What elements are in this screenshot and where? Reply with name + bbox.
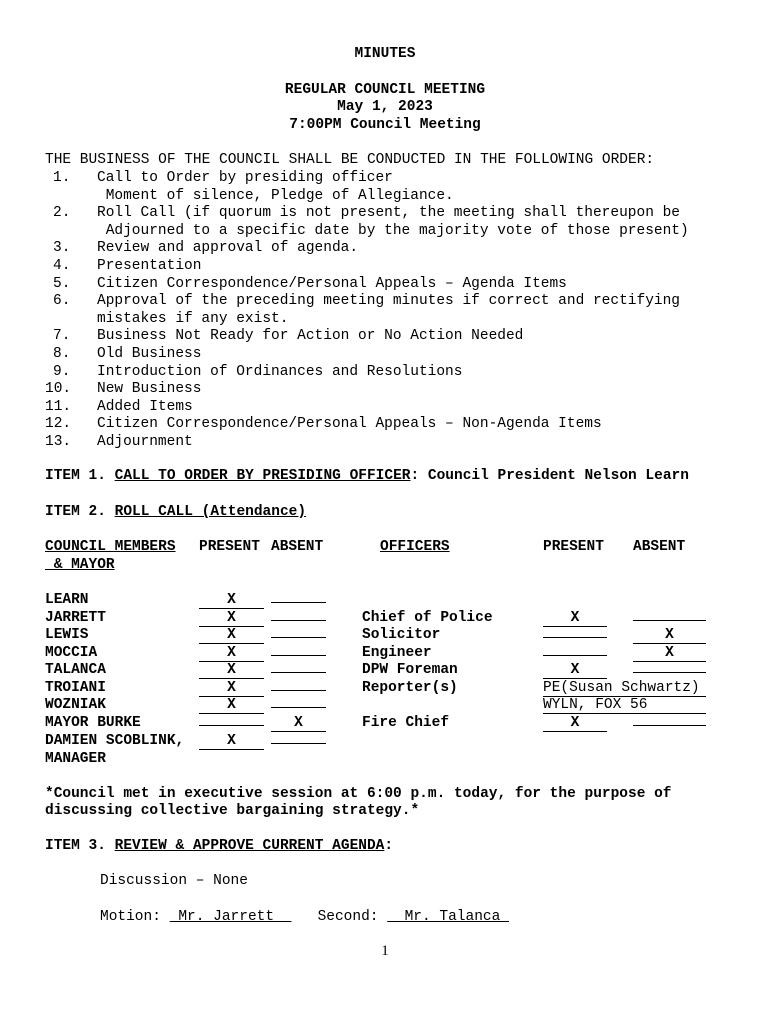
officer-present-mark bbox=[543, 637, 607, 638]
order-item-text: Presentation bbox=[97, 258, 202, 274]
reporter-value-1: PE(Susan Schwartz) bbox=[543, 680, 706, 697]
order-item-text: New Business bbox=[97, 381, 202, 398]
page-number: 1 bbox=[381, 943, 389, 959]
member-present-cell bbox=[199, 610, 264, 628]
member-present-cell bbox=[199, 645, 264, 663]
officer-name: Fire Chief bbox=[362, 715, 450, 731]
officer-present-cell bbox=[543, 627, 607, 645]
officer-name: Chief of Police bbox=[362, 610, 493, 626]
order-item-text: Adjourned to a specific date by the majority vote of those present) bbox=[97, 222, 689, 239]
member-present-mark: X bbox=[199, 627, 264, 644]
member-name: WOZNIAK bbox=[45, 697, 106, 713]
doc-title: MINUTES bbox=[354, 46, 416, 62]
motion-label: Motion: bbox=[100, 909, 170, 925]
member-name: MAYOR BURKE bbox=[45, 715, 141, 731]
officer-present-mark: X bbox=[543, 662, 607, 679]
item-3-prefix: ITEM 3. bbox=[45, 838, 115, 854]
member-present-cell bbox=[199, 627, 264, 645]
item-2 bbox=[45, 504, 306, 522]
member-absent-cell bbox=[271, 680, 326, 698]
member-present-mark: X bbox=[199, 733, 264, 750]
officer-absent-cell bbox=[633, 627, 706, 645]
officer-absent-cell bbox=[633, 610, 706, 628]
officer-absent-mark bbox=[633, 672, 706, 673]
member-name: TALANCA bbox=[45, 662, 106, 678]
member-name: LEARN bbox=[45, 592, 89, 608]
member-present-cell bbox=[199, 592, 264, 610]
officer-present-mark: X bbox=[543, 715, 607, 732]
member-absent-cell bbox=[271, 662, 326, 680]
order-item-number: 9. bbox=[53, 363, 71, 380]
officer-absent-mark bbox=[633, 620, 706, 621]
item-1-heading: CALL TO ORDER BY PRESIDING OFFICER bbox=[114, 468, 411, 484]
member-name: DAMIEN SCOBLINK, bbox=[45, 733, 185, 749]
member-present-cell bbox=[199, 680, 264, 698]
order-item-number: 7. bbox=[53, 328, 71, 345]
order-item-text: Citizen Correspondence/Personal Appeals – Non-Agenda Items bbox=[97, 416, 602, 433]
member-present-cell bbox=[199, 715, 264, 733]
member-present-mark: X bbox=[199, 645, 264, 662]
order-item-text: Introduction of Ordinances and Resolutions bbox=[97, 363, 463, 380]
member-present-mark: X bbox=[199, 610, 264, 627]
member-present-mark: X bbox=[199, 662, 264, 679]
order-item-text: Added Items bbox=[97, 398, 193, 415]
order-item-number: 8. bbox=[53, 346, 71, 362]
second-value: Mr. Talanca bbox=[387, 909, 510, 925]
officer-name: Engineer bbox=[362, 645, 432, 661]
item-3-discussion: Discussion – None bbox=[100, 873, 248, 889]
member-present-mark bbox=[199, 725, 264, 726]
order-item-text: Citizen Correspondence/Personal Appeals – Agenda Items bbox=[97, 275, 567, 292]
officers-header: OFFICERS bbox=[380, 539, 450, 555]
officers-absent-header: ABSENT bbox=[633, 539, 686, 555]
member-present-mark: X bbox=[199, 592, 264, 609]
order-item-number: 2. bbox=[53, 205, 71, 222]
order-item-number: 13. bbox=[45, 434, 72, 450]
meeting-time: 7:00PM Council Meeting bbox=[289, 117, 481, 133]
member-name: MOCCIA bbox=[45, 645, 98, 661]
second-label: Second: bbox=[317, 909, 388, 925]
item-1 bbox=[45, 468, 689, 486]
member-absent-mark bbox=[271, 602, 326, 603]
order-item-text: Roll Call (if quorum is not present, the meeting shall thereupon be bbox=[97, 205, 680, 222]
member-absent-cell bbox=[271, 715, 326, 733]
reporter-line-1 bbox=[543, 680, 706, 698]
order-intro: THE BUSINESS OF THE COUNCIL SHALL BE CONDUCTED IN THE FOLLOWING ORDER: bbox=[45, 152, 655, 168]
order-item-text: Old Business bbox=[97, 346, 202, 362]
motion-value: Mr. Jarrett bbox=[169, 909, 292, 925]
member-present-mark: X bbox=[199, 697, 264, 714]
member-present-cell bbox=[199, 733, 264, 751]
member-name-2: MANAGER bbox=[45, 750, 106, 767]
member-absent-cell bbox=[271, 610, 326, 628]
order-item-text: Adjournment bbox=[97, 434, 193, 450]
officers-present-header: PRESENT bbox=[543, 539, 604, 555]
officer-absent-cell bbox=[633, 645, 706, 663]
officer-present-mark: X bbox=[543, 610, 607, 627]
officer-present-cell bbox=[543, 610, 607, 628]
officer-absent-cell bbox=[633, 662, 706, 680]
order-item-number: 4. bbox=[53, 258, 71, 274]
member-present-mark: X bbox=[199, 680, 264, 697]
member-absent-cell bbox=[271, 627, 326, 645]
order-item-number: 3. bbox=[53, 240, 71, 257]
order-item-number: 10. bbox=[45, 381, 72, 398]
member-absent-mark bbox=[271, 743, 326, 744]
officer-absent-mark bbox=[633, 725, 706, 726]
member-present-cell bbox=[199, 662, 264, 680]
reporter-value-2: WYLN, FOX 56 bbox=[543, 697, 706, 714]
present-header: PRESENT bbox=[199, 539, 260, 555]
member-name: LEWIS bbox=[45, 627, 89, 643]
officer-present-cell bbox=[543, 645, 607, 663]
item-3 bbox=[45, 838, 393, 856]
officer-present-cell bbox=[543, 662, 607, 680]
order-item-number: 5. bbox=[53, 275, 71, 292]
member-absent-cell bbox=[271, 733, 326, 751]
order-item-text: Call to Order by presiding officer bbox=[97, 170, 393, 186]
reporter-line-2 bbox=[543, 697, 706, 715]
member-present-cell bbox=[199, 697, 264, 715]
member-absent-cell bbox=[271, 697, 326, 715]
member-absent-mark: X bbox=[271, 715, 326, 732]
item-1-prefix: ITEM 1. bbox=[45, 468, 115, 484]
member-absent-cell bbox=[271, 592, 326, 610]
item-3-suffix: : bbox=[384, 838, 394, 854]
members-header-2: & MAYOR bbox=[45, 557, 115, 573]
officer-name: Reporter(s) bbox=[362, 680, 458, 696]
order-item-number: 1. bbox=[53, 170, 71, 186]
officer-absent-cell bbox=[633, 715, 706, 733]
member-absent-cell bbox=[271, 645, 326, 663]
item-3-motion-line bbox=[100, 909, 509, 927]
member-absent-mark bbox=[271, 690, 326, 691]
executive-note-line-2: discussing collective bargaining strategy.* bbox=[45, 803, 420, 819]
order-item-number: 12. bbox=[45, 416, 72, 433]
officer-absent-mark: X bbox=[633, 627, 706, 644]
member-name: JARRETT bbox=[45, 610, 106, 626]
member-absent-mark bbox=[271, 655, 326, 656]
item-2-heading: ROLL CALL (Attendance) bbox=[114, 504, 307, 520]
officer-present-cell bbox=[543, 715, 607, 733]
item-3-heading: REVIEW & APPROVE CURRENT AGENDA bbox=[114, 838, 385, 854]
officer-present-mark bbox=[543, 655, 607, 656]
member-absent-mark bbox=[271, 672, 326, 673]
officer-name: DPW Foreman bbox=[362, 662, 458, 678]
officer-name: Solicitor bbox=[362, 627, 441, 643]
order-item-text: Business Not Ready for Action or No Action Needed bbox=[97, 328, 524, 345]
item-1-suffix: : Council President Nelson Learn bbox=[410, 468, 689, 484]
member-absent-mark bbox=[271, 707, 326, 708]
members-header: COUNCIL MEMBERS bbox=[45, 539, 176, 555]
order-item-text: Approval of the preceding meeting minutes if correct and rectifying bbox=[97, 293, 680, 310]
order-item-number: 11. bbox=[45, 398, 72, 415]
member-absent-mark bbox=[271, 620, 326, 621]
member-absent-mark bbox=[271, 637, 326, 638]
order-item-text: Review and approval of agenda. bbox=[97, 240, 359, 257]
order-item-number: 6. bbox=[53, 293, 71, 310]
member-name: TROIANI bbox=[45, 680, 106, 696]
order-item-text: mistakes if any exist. bbox=[97, 310, 289, 327]
order-item-text: Moment of silence, Pledge of Allegiance. bbox=[97, 187, 454, 204]
meeting-type: REGULAR COUNCIL MEETING bbox=[284, 82, 486, 98]
officer-absent-mark: X bbox=[633, 645, 706, 662]
absent-header: ABSENT bbox=[271, 539, 324, 555]
item-2-prefix: ITEM 2. bbox=[45, 504, 115, 520]
meeting-date: May 1, 2023 bbox=[337, 99, 433, 115]
executive-note-line-1: *Council met in executive session at 6:00 p.m. today, for the purpose of bbox=[45, 786, 672, 802]
